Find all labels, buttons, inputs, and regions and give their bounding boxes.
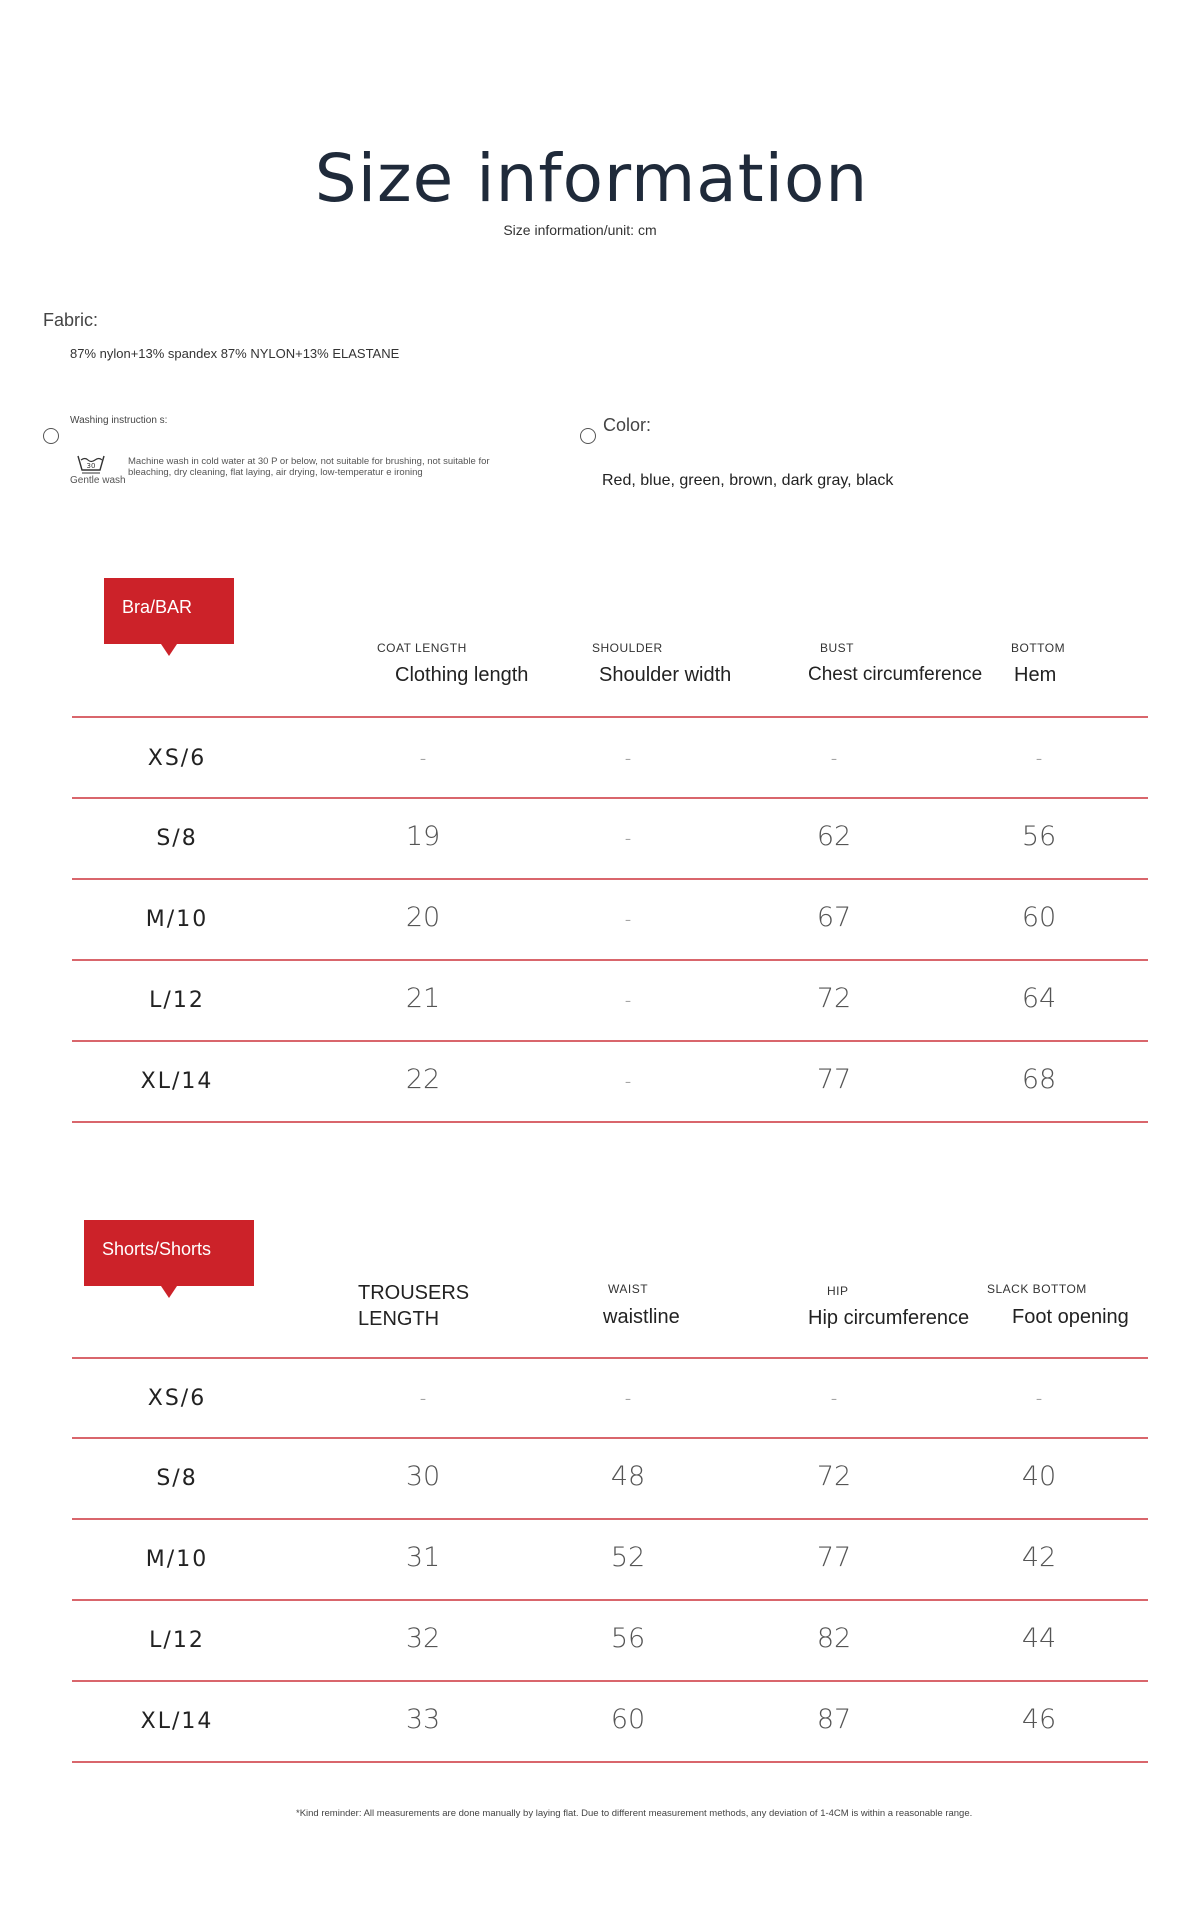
shorts-cell: 44 bbox=[1021, 1623, 1057, 1654]
shorts-cell: 33 bbox=[405, 1704, 441, 1735]
bra-col3-big: Chest circumference bbox=[808, 664, 983, 685]
bra-row-size: XS/6 bbox=[147, 746, 207, 771]
shorts-row-size: XL/14 bbox=[140, 1709, 214, 1734]
color-label: Color: bbox=[603, 415, 652, 435]
shorts-cell: 30 bbox=[405, 1461, 441, 1492]
shorts-cell: 77 bbox=[816, 1542, 852, 1573]
shorts-cell: - bbox=[419, 1388, 427, 1409]
washing-radio-icon bbox=[43, 428, 59, 444]
shorts-cell: 42 bbox=[1021, 1542, 1057, 1573]
bra-cell: 62 bbox=[816, 821, 852, 852]
shorts-row-size: XS/6 bbox=[147, 1386, 207, 1411]
shorts-cell: 32 bbox=[405, 1623, 441, 1654]
row-divider bbox=[72, 878, 1148, 880]
row-divider bbox=[72, 1121, 1148, 1123]
bra-cell: - bbox=[1035, 748, 1043, 769]
row-divider bbox=[72, 1040, 1148, 1042]
row-divider bbox=[72, 1761, 1148, 1763]
bra-cell: - bbox=[624, 828, 632, 849]
shorts-col1-big: TROUSERS LENGTH bbox=[358, 1282, 470, 1330]
bra-header-divider bbox=[72, 716, 1148, 718]
bra-cell: 68 bbox=[1021, 1064, 1057, 1095]
bra-cell: 21 bbox=[405, 983, 441, 1014]
bra-col2-small: SHOULDER bbox=[592, 641, 663, 655]
measurement-note: *Kind reminder: All measurements are done manually by laying flat. Due to different measurement methods, any deviation of 1-4CM is within a reasonable range. bbox=[296, 1808, 973, 1819]
bra-cell: - bbox=[624, 990, 632, 1011]
gentle-wash-label: Gentle wash bbox=[70, 475, 126, 486]
shorts-header-divider bbox=[72, 1357, 1148, 1359]
bra-cell: 22 bbox=[405, 1064, 441, 1095]
bra-row-size: XL/14 bbox=[140, 1069, 214, 1094]
svg-text:30: 30 bbox=[86, 462, 96, 470]
bra-cell: - bbox=[830, 748, 838, 769]
bra-row-size: M/10 bbox=[145, 907, 209, 932]
bra-col1-big: Clothing length bbox=[395, 664, 529, 686]
color-radio-icon bbox=[580, 428, 596, 444]
shorts-cell: 52 bbox=[610, 1542, 646, 1573]
row-divider bbox=[72, 1518, 1148, 1520]
fabric-label: Fabric: bbox=[43, 310, 99, 330]
washing-text: Machine wash in cold water at 30 P or below, not suitable for brushing, not suitable for bleaching, dry cleaning, flat laying, air drying, low-temperatur e ironing bbox=[128, 456, 490, 478]
bra-cell: 67 bbox=[816, 902, 852, 933]
shorts-cell: 72 bbox=[816, 1461, 852, 1492]
bra-col4-small: BOTTOM bbox=[1011, 641, 1066, 655]
shorts-cell: 46 bbox=[1021, 1704, 1057, 1735]
shorts-cell: - bbox=[624, 1388, 632, 1409]
shorts-col3-big: Hip circumference bbox=[808, 1307, 970, 1329]
bra-cell: - bbox=[419, 748, 427, 769]
shorts-cell: 40 bbox=[1021, 1461, 1057, 1492]
shorts-cell: - bbox=[830, 1388, 838, 1409]
shorts-col4-small: SLACK BOTTOM bbox=[987, 1282, 1087, 1296]
bra-col3-small: BUST bbox=[820, 641, 855, 655]
shorts-row-size: S/8 bbox=[156, 1466, 198, 1491]
bra-cell: 60 bbox=[1021, 902, 1057, 933]
row-divider bbox=[72, 797, 1148, 799]
bra-cell: - bbox=[624, 909, 632, 930]
shorts-tag-arrow bbox=[161, 1286, 177, 1298]
washing-title: Washing instruction s: bbox=[70, 415, 168, 426]
shorts-row-size: L/12 bbox=[149, 1628, 205, 1653]
shorts-col4-big: Foot opening bbox=[1012, 1306, 1129, 1328]
shorts-cell: 60 bbox=[610, 1704, 646, 1735]
row-divider bbox=[72, 1680, 1148, 1682]
shorts-cell: 48 bbox=[610, 1461, 646, 1492]
row-divider bbox=[72, 1437, 1148, 1439]
bra-tag: Bra/BAR bbox=[104, 578, 234, 644]
bra-cell: 20 bbox=[405, 902, 441, 933]
shorts-col2-big: waistline bbox=[603, 1306, 680, 1328]
shorts-col2-small: WAIST bbox=[608, 1282, 649, 1296]
bra-cell: 19 bbox=[405, 821, 441, 852]
page-subtitle: Size information/unit: cm bbox=[503, 222, 657, 238]
bra-col4-big: Hem bbox=[1014, 664, 1057, 686]
bra-col1-small: COAT LENGTH bbox=[377, 641, 467, 655]
color-text: Red, blue, green, brown, dark gray, black bbox=[602, 472, 894, 489]
row-divider bbox=[72, 1599, 1148, 1601]
bra-cell: - bbox=[624, 748, 632, 769]
bra-col2-big: Shoulder width bbox=[599, 664, 732, 686]
bra-tag-arrow bbox=[161, 644, 177, 656]
shorts-cell: 31 bbox=[405, 1542, 441, 1573]
bra-row-size: L/12 bbox=[149, 988, 205, 1013]
shorts-cell: 82 bbox=[816, 1623, 852, 1654]
bra-cell: 56 bbox=[1021, 821, 1057, 852]
shorts-cell: 87 bbox=[816, 1704, 852, 1735]
shorts-col3-small: HIP bbox=[827, 1284, 849, 1298]
shorts-cell: 56 bbox=[610, 1623, 646, 1654]
gentle-wash-icon bbox=[76, 452, 106, 474]
shorts-tag: Shorts/Shorts bbox=[84, 1220, 254, 1286]
bra-row-size: S/8 bbox=[156, 826, 198, 851]
bra-cell: - bbox=[624, 1071, 632, 1092]
bra-cell: 77 bbox=[816, 1064, 852, 1095]
shorts-row-size: M/10 bbox=[145, 1547, 209, 1572]
bra-cell: 64 bbox=[1021, 983, 1057, 1014]
bra-cell: 72 bbox=[816, 983, 852, 1014]
row-divider bbox=[72, 959, 1148, 961]
page-title: Size information bbox=[314, 140, 869, 217]
shorts-cell: - bbox=[1035, 1388, 1043, 1409]
fabric-text: 87% nylon+13% spandex 87% NYLON+13% ELASTANE bbox=[70, 346, 400, 361]
